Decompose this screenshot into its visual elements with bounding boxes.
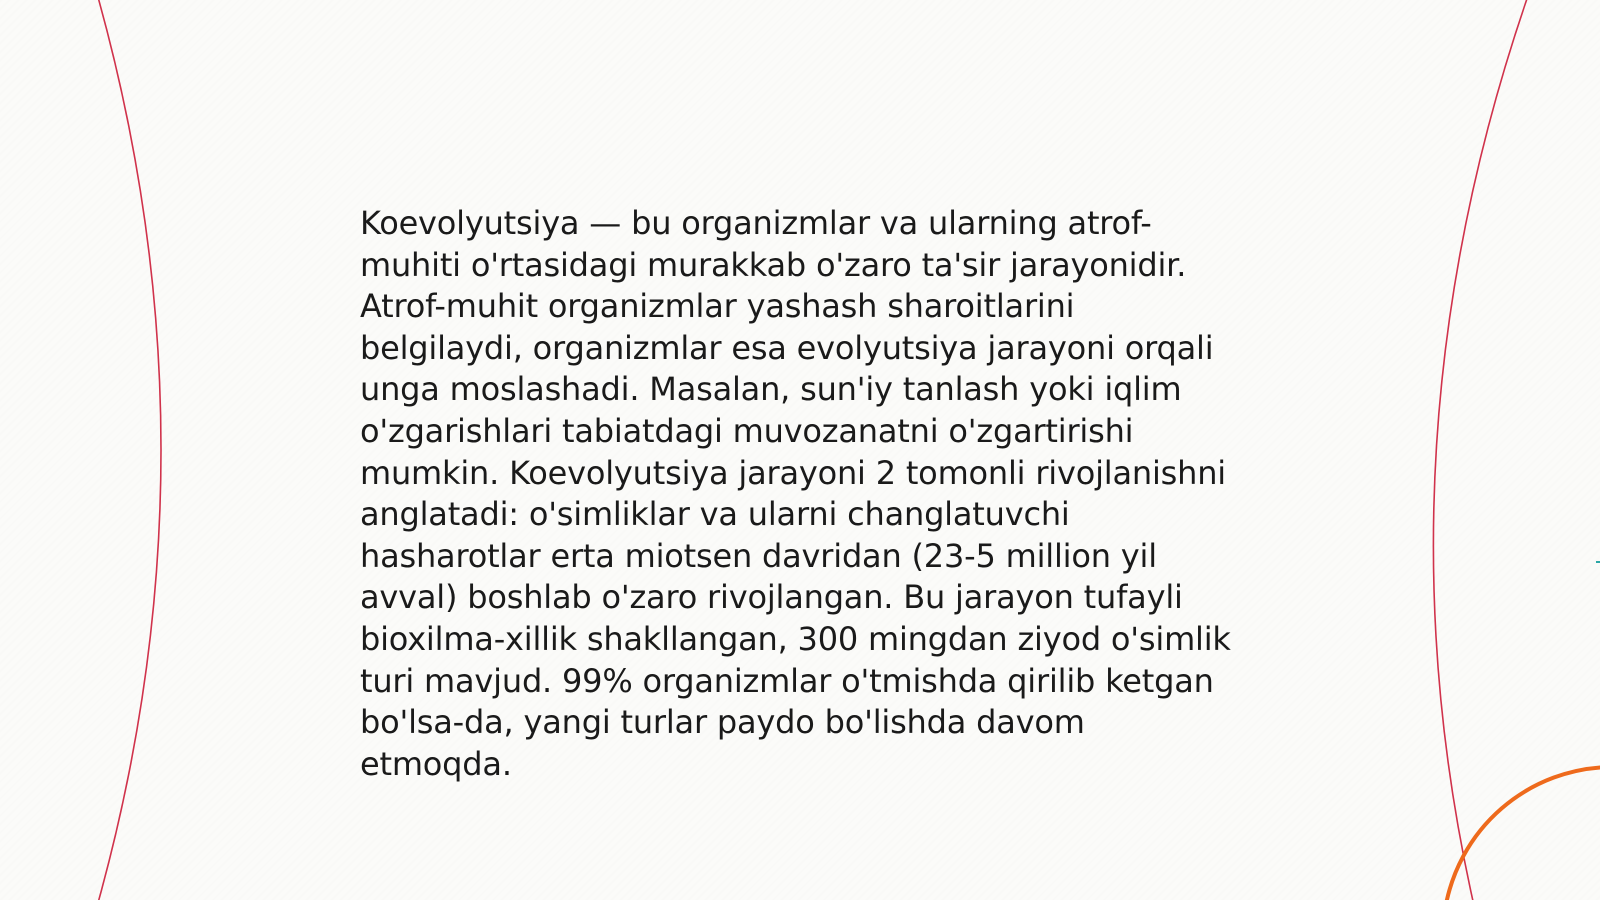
right-arc-line xyxy=(1433,0,1530,900)
left-arc-line xyxy=(96,0,161,900)
body-paragraph: Koevolyutsiya — bu organizmlar va ularning atrof-muhiti o'rtasidagi murakkab o'zaro ta'sir jarayonidir. Atrof-muhit organizmlar yashash sharoitlarini belgilaydi, organizmlar esa evolyutsiya jarayoni orqali unga moslashadi. Masalan, sun'iy tanlash yoki iqlim o'zgarishlari tabiatdagi muvozanatni o'zgartirishi mumkin. Koevolyutsiya jarayoni 2 tomonli rivojlanishni anglatadi: o'simliklar va ularni changlatuvchi hasharotlar erta miotsen davridan (23-5 million yil avval) boshlab o'zaro rivojlangan. Bu jarayon tufayli bioxilma-xillik shakllangan, 300 mingdan ziyod o'simlik turi mavjud. 99% organizmlar o'tmishda qirilib ketgan bo'lsa-da, yangi turlar paydo bo'lishda davom etmoqda. xyxy=(360,204,1231,783)
